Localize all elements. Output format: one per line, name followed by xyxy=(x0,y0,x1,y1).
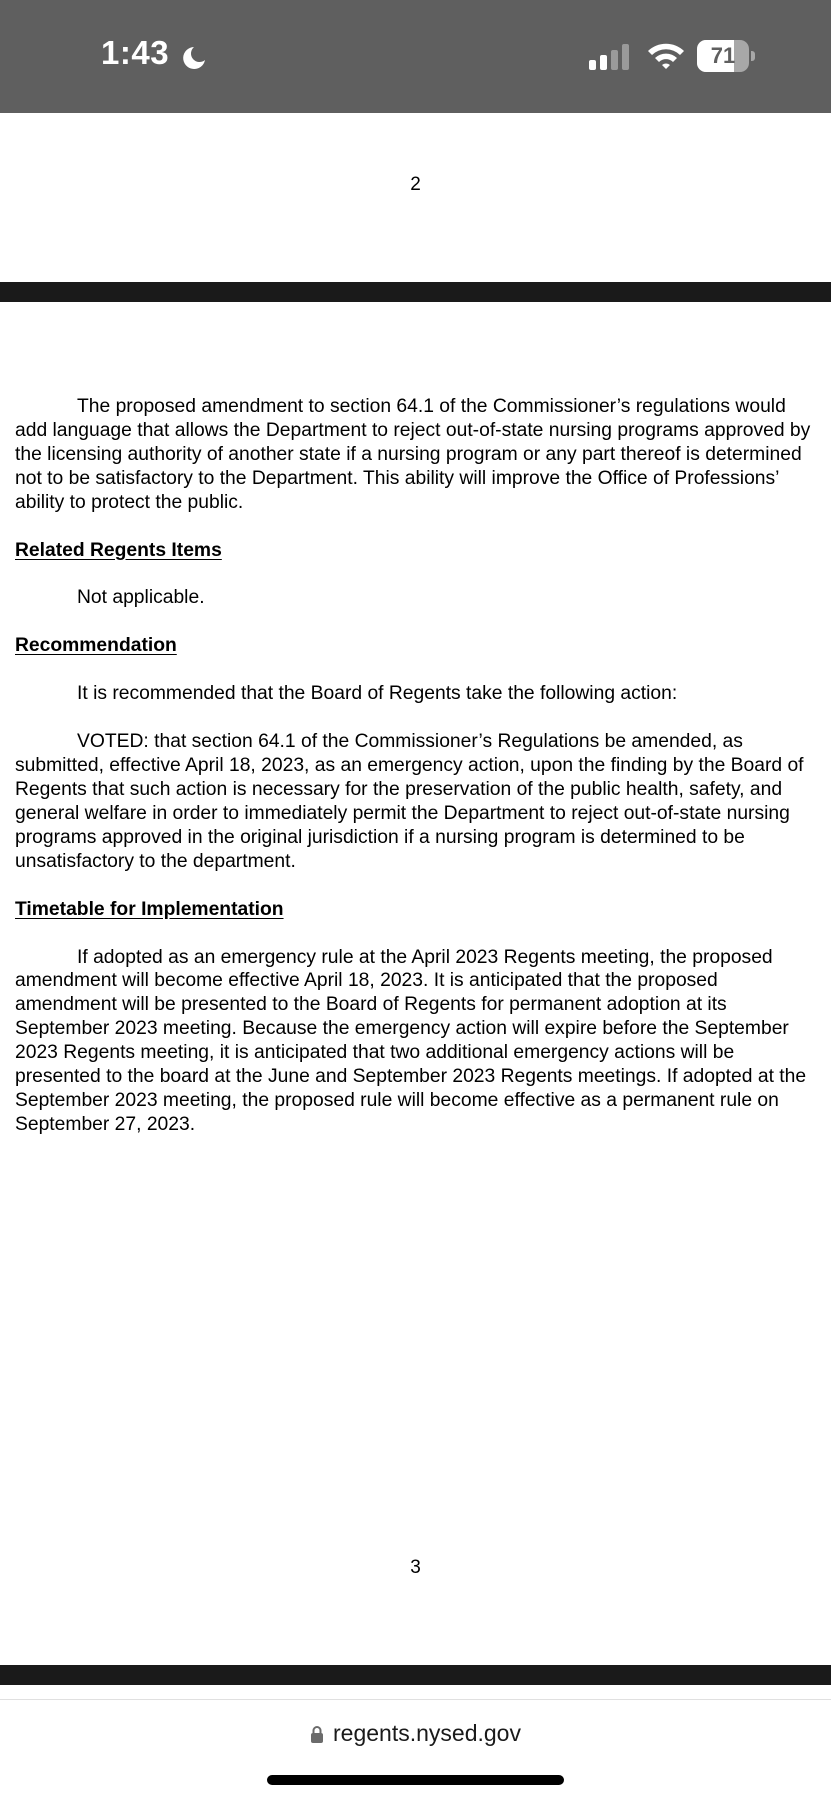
status-time: 1:43 xyxy=(101,34,170,71)
wifi-icon xyxy=(646,40,686,70)
recommendation-intro: It is recommended that the Board of Regents take the following action: xyxy=(77,683,678,705)
battery-indicator xyxy=(697,40,755,72)
page-divider-top xyxy=(0,282,831,302)
document-page xyxy=(15,395,820,1137)
timetable-paragraph: If adopted as an emergency rule at the April 2023 Regents meeting, the proposed amendment will become effective April 18, 2023. It is anticipated that the proposed amendment will be presented to the Board of Regents for permanent adoption at its September 2023 meeting. Because the emergency action will expire before the September 2023 Regents meeting, it is anticipated that two additional emergency actions will be presented to the board at the June and September 2023 Regents meetings. If adopted at the September 2023 meeting, the proposed rule will become effective as a permanent rule on September 27, 2023. xyxy=(15,946,807,1135)
moon-icon xyxy=(180,44,208,72)
intro-paragraph: The proposed amendment to section 64.1 of the Commissioner’s regulations would add language that allows the Department to reject out-of-state nursing programs approved by the licensing authority of another state if a nursing program or any part thereof is determined not to be satisfactory to the Department. This ability will improve the Office of Professions’ ability to protect the public. xyxy=(15,396,811,513)
url-text[interactable]: regents.nysed.gov xyxy=(333,1720,521,1746)
address-bar[interactable] xyxy=(0,1720,831,1756)
page-number-top: 2 xyxy=(410,174,421,195)
lock-icon xyxy=(310,1725,324,1743)
signal-icon xyxy=(588,44,632,70)
related-regents-text: Not applicable. xyxy=(77,587,205,609)
page-divider-bottom xyxy=(0,1665,831,1685)
voted-paragraph: VOTED: that section 64.1 of the Commissioner’s Regulations be amended, as submitted, effective April 18, 2023, as an emergency action, upon the finding by the Board of Regents that such action is necessary for the preservation of the public health, safety, and general welfare in order to immediately permit the Department to reject out-of-state nursing programs approved in the original jurisdiction if a nursing program is determined to be unsatisfactory to the department. xyxy=(15,731,804,872)
home-indicator[interactable] xyxy=(267,1775,564,1785)
battery-percent: 71 xyxy=(710,43,736,68)
recommendation-heading: Recommendation xyxy=(15,635,177,657)
timetable-heading: Timetable for Implementation xyxy=(15,898,284,920)
related-regents-heading: Related Regents Items xyxy=(15,539,222,561)
address-bar-separator xyxy=(0,1699,831,1700)
page-number-bottom: 3 xyxy=(410,1557,421,1578)
status-bar xyxy=(0,0,831,113)
